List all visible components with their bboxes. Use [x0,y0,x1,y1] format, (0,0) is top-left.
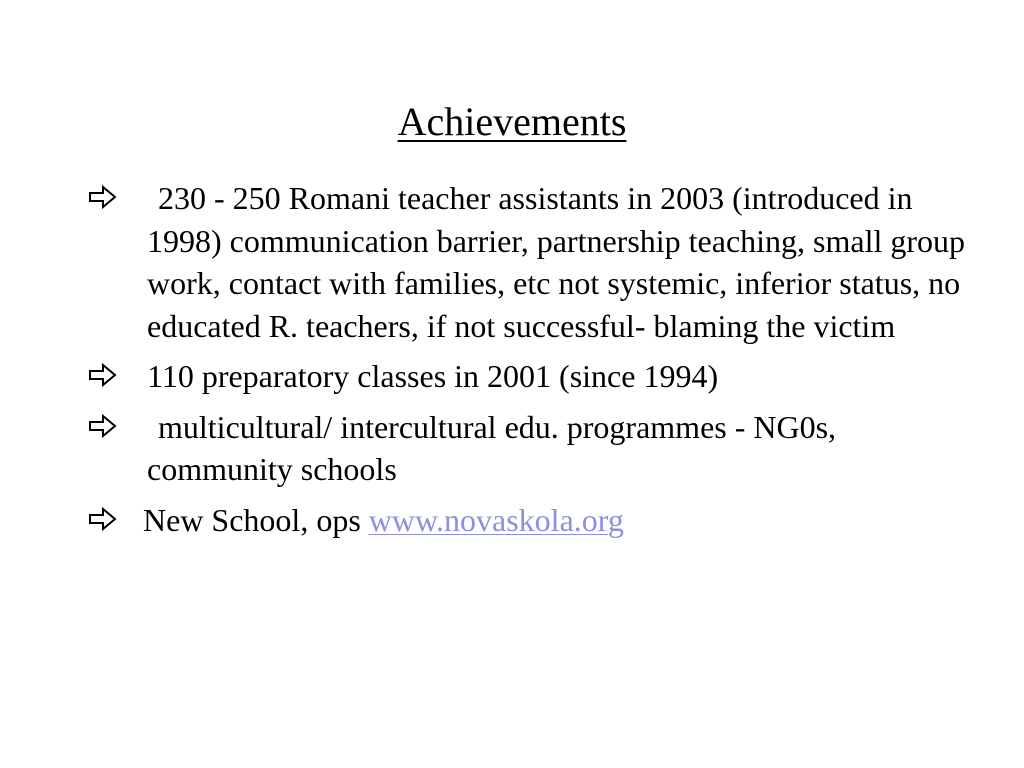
bullet-item-1 [88,177,968,347]
bullet-list [88,177,968,549]
arrow-right-outline-icon [88,505,118,533]
arrow-right-outline-icon [88,183,118,211]
bullet-item-3 [88,406,968,491]
bullet-text-1: 230 - 250 Romani teacher assistants in 2003 (introduced in 1998) communication barrier, partnership teaching, small group work, contact with families, etc not systemic, inferior status, no educated R. teachers, if not successful- blaming the victim [147,180,966,344]
novaskola-link[interactable]: www.novaskola.org [368,501,624,538]
bullet-text-3: multicultural/ intercultural edu. programmes - NG0s, community schools [147,408,837,487]
bullet-text-4: New School, ops [143,501,369,538]
bullet-text-2: 110 preparatory classes in 2001 (since 1994) [147,358,719,394]
arrow-right-outline-icon [88,412,118,440]
slide-title: Achievements [397,99,627,144]
arrow-right-outline-icon [88,361,118,389]
bullet-item-2 [88,355,968,398]
bullet-item-4 [88,499,968,542]
